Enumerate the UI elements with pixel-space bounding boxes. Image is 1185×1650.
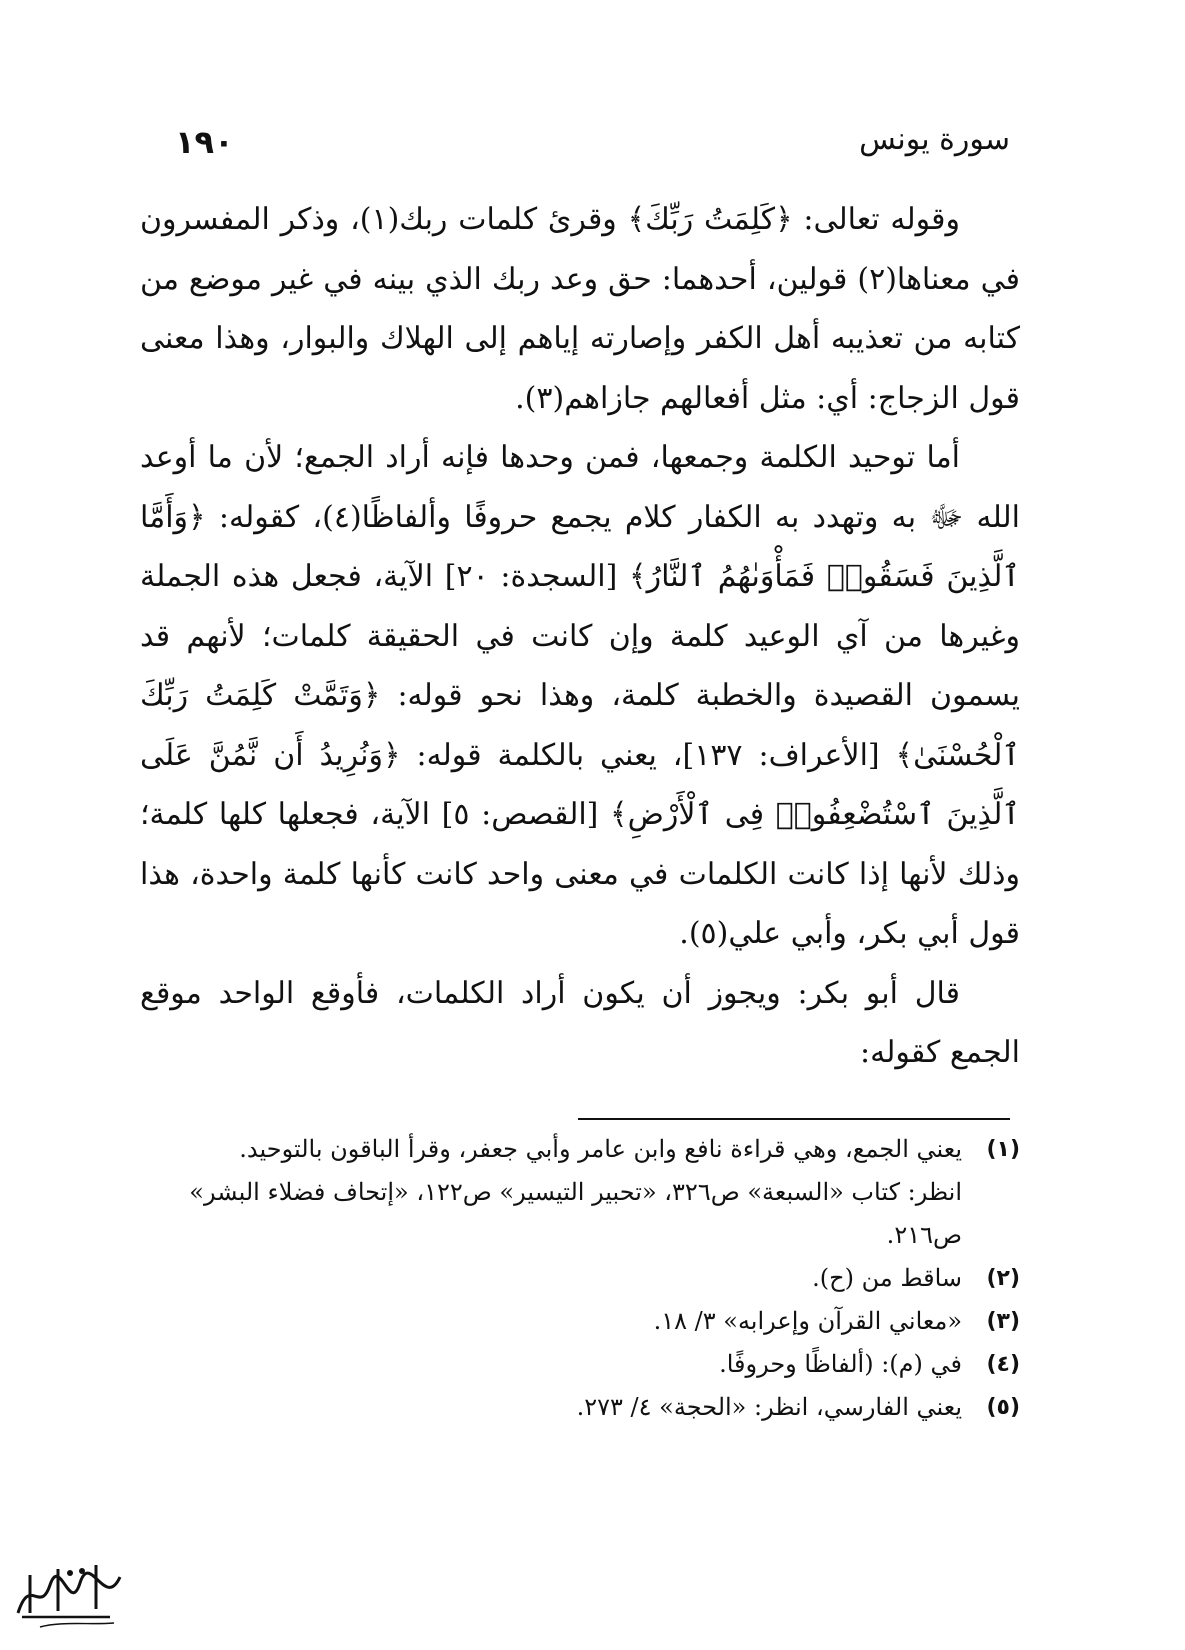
footnote-4 [140,1343,1020,1386]
main-text [140,190,1020,1083]
footnote-5 [140,1386,1020,1429]
footnote-number: (٥) [986,1395,1020,1420]
footnote-separator [578,1118,1010,1120]
footnote-number: (٣) [986,1309,1020,1334]
footnote-number: (١) [986,1137,1020,1162]
footnote-number: (٢) [986,1266,1020,1291]
paragraph-3: قال أبو بكر: ويجوز أن يكون أراد الكلمات، فأوقع الواحد موقع الجمع كقوله: [140,975,1020,1070]
footnote-text: «معاني القرآن وإعرابه» ٣/ ١٨. [653,1307,962,1335]
footnote-text: ساقط من (ح). [812,1264,962,1292]
footnote-1 [140,1128,1020,1257]
footnote-text: انظر: كتاب «السبعة» ص٣٢٦، «تحبير التيسير» ص١٢٢، «إتحاف فضلاء البشر» [189,1178,962,1206]
page-number: ١٩٠ [175,123,234,161]
footnote-text: ص٢١٦. [886,1221,962,1249]
running-title: سورة يونس [859,122,1010,157]
footnote-3 [140,1300,1020,1343]
paragraph-1: وقوله تعالى: ﴿كَلِمَتُ رَبِّكَ﴾ وقرئ كلمات ربك(١)، وذكر المفسرون في معناها(٢) قولين، أحدهما: حق وعد ربك الذي بينه في غير موضع من كتابه من تعذيبه أهل الكفر وإصارته إياهم إلى الهلاك والبوار، وهذا معنى قول الزجاج: أي: مثل أفعالهم جازاهم(٣). [140,202,1020,416]
footnote-text: يعني الجمع، وهي قراءة نافع وابن عامر وأبي جعفر، وقرأ الباقون بالتوحيد. [239,1135,962,1163]
footnote-2 [140,1257,1020,1300]
page-header [175,118,1010,168]
footnotes [140,1128,1020,1429]
footnote-text: يعني الفارسي، انظر: «الحجة» ٤/ ٢٧٣. [576,1393,962,1421]
paragraph-2: أما توحيد الكلمة وجمعها، فمن وحدها فإنه أراد الجمع؛ لأن ما أوعد الله ﷻ به وتهدد به الكفار كلام يجمع حروفًا وألفاظًا(٤)، كقوله: ﴿وَأَمَّا ٱلَّذِينَ فَسَقُوا۟ فَمَأْوَىٰهُمُ ٱلنَّارُ﴾ [السجدة: ٢٠] الآية، فجعل هذه الجملة وغيرها من آي الوعيد كلمة وإن كانت في الحقيقة كلمات؛ لأنهم قد يسمون القصيدة والخطبة كلمة، وهذا نحو قوله: ﴿وَتَمَّتْ كَلِمَتُ رَبِّكَ ٱلْحُسْنَىٰ﴾ [الأعراف: ١٣٧]، يعني بالكلمة قوله: ﴿وَنُرِيدُ أَن نَّمُنَّ عَلَى ٱلَّذِينَ ٱسْتُضْعِفُوا۟ فِى ٱلْأَرْضِ﴾ [القصص: ٥] الآية، فجعلها كلها كلمة؛ وذلك لأنها إذا كانت الكلمات في معنى واحد كانت كأنها كلمة واحدة، هذا قول أبي بكر، وأبي علي(٥). [140,440,1021,951]
footnote-number: (٤) [986,1352,1020,1377]
library-calligraphy-logo-icon [10,1555,128,1633]
footnote-text: في (م): (ألفاظًا وحروفًا. [719,1350,962,1378]
